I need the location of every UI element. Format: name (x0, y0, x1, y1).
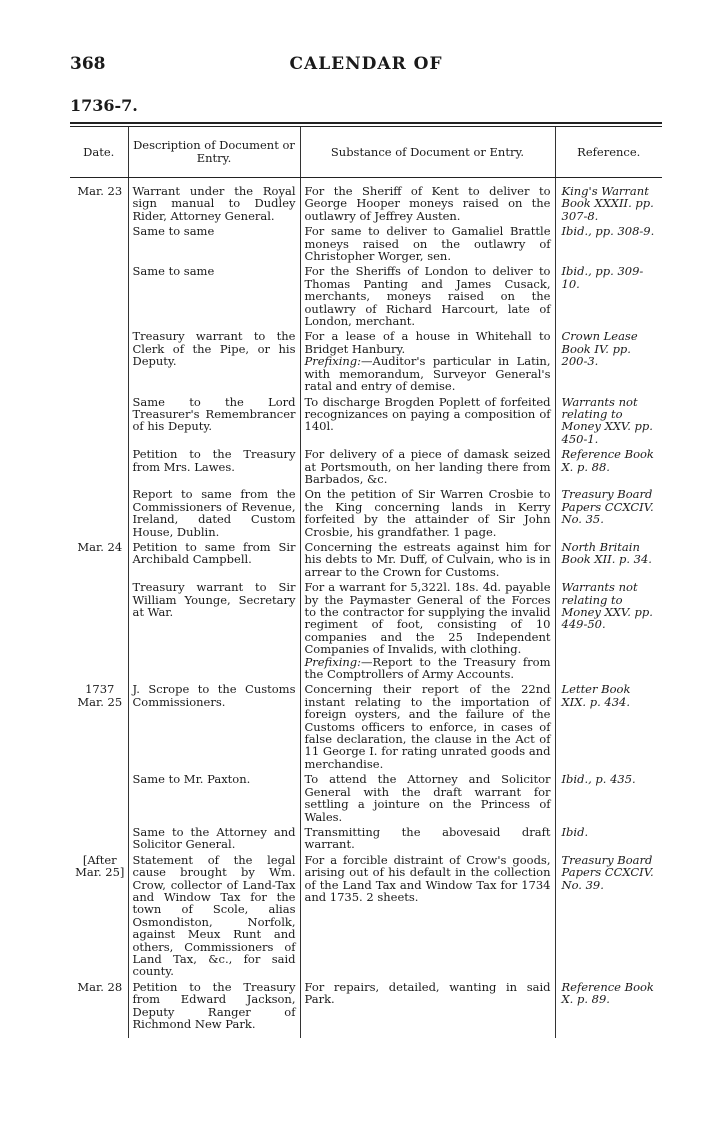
table-row (70, 980, 662, 1033)
prefixing-text: —Report to the Treasury from the Comptrollers of Army Accounts. (304, 654, 551, 682)
substance-text: For repairs, detailed, wanting in said Park. (304, 979, 551, 1007)
table-body (70, 178, 662, 1039)
substance-text: Transmitting the abovesaid draft warrant. (304, 824, 551, 852)
entry-date (70, 487, 128, 540)
entry-substance (300, 487, 555, 540)
column-header-description: Description of Document or Entry. (128, 127, 300, 178)
table-header-row (70, 127, 662, 178)
entry-date: Mar. 28 (77, 979, 123, 994)
prefixing-text: —Auditor's particular in Latin, with memorandum, Surveyor General's ratal and entry of demise. (304, 354, 551, 394)
entry-substance (300, 682, 555, 772)
entry-reference: Reference Book X. p. 88. (555, 447, 662, 487)
entry-description: Petition to the Treasury from Mrs. Lawes. (128, 447, 300, 487)
entry-date: Mar. 23 (77, 184, 123, 198)
entry-description: Statement of the legal cause brought by Wm. Crow, collector of Land-Tax and Window Tax for the town of Scole, alias Osmondiston, Norfolk, against Meux Runt and others, Commissioners of Land Tax, &c., for said county. (128, 853, 300, 980)
column-header-substance: Substance of Document or Entry. (300, 127, 555, 178)
entry-reference: Letter Book XIX. p. 434. (555, 682, 662, 772)
entry-substance (300, 853, 555, 980)
entry-date (70, 395, 128, 448)
table-row (70, 580, 662, 682)
entry-substance (300, 224, 555, 264)
substance-text: To attend the Attorney and Solicitor General with the draft warrant for settling a jointure on the Princess of Wales. (304, 772, 551, 824)
entry-reference: Treasury Board Papers CCXCIV. No. 39. (555, 853, 662, 980)
page-header (70, 54, 662, 78)
entry-substance (300, 395, 555, 448)
entry-description: Same to same (128, 224, 300, 264)
entry-reference: Ibid., pp. 309-10. (555, 264, 662, 329)
substance-text: Concerning the estreats against him for his debts to Mr. Duff, of Culvain, who is in arrear to the Crown for Customs. (304, 539, 551, 579)
substance-text: For delivery of a piece of damask seized at Portsmouth, on her landing there from Barbados, &c. (304, 447, 551, 486)
entry-date: [After Mar. 25] (75, 852, 125, 880)
table-row (70, 184, 662, 224)
table-row (70, 540, 662, 580)
table-row (70, 264, 662, 329)
entry-reference: Warrants not relating to Money XXV. pp. 450-1. (555, 395, 662, 448)
entry-reference: Crown Lease Book IV. pp. 200-3. (555, 329, 662, 394)
table-row (70, 825, 662, 853)
prefixing-label: Prefixing: (304, 354, 362, 369)
entry-description: Warrant under the Royal sign manual to Dudley Rider, Attorney General. (128, 184, 300, 224)
entry-description: Petition to the Treasury from Edward Jackson, Deputy Ranger of Richmond New Park. (128, 980, 300, 1033)
entry-description: Same to the Lord Treasurer's Remembrancer of his Deputy. (128, 395, 300, 448)
entry-reference: Ibid., p. 435. (555, 772, 662, 825)
table-row (70, 447, 662, 487)
entry-description: Report to same from the Commissioners of Revenue, Ireland, dated Custom House, Dublin. (128, 487, 300, 540)
entry-date (70, 447, 128, 487)
entry-substance (300, 447, 555, 487)
page-number: 368 (70, 54, 106, 74)
substance-text: For the Sheriffs of London to deliver to Thomas Panting and James Cusack, merchants, moneys raised on the outlawry of Richard Harcourt, late of London, merchant. (304, 264, 551, 329)
entry-date (70, 580, 128, 682)
column-header-reference: Reference. (555, 127, 662, 178)
entry-reference: Warrants not relating to Money XXV. pp. 449-50. (555, 580, 662, 682)
table-row (70, 395, 662, 448)
entry-date (70, 825, 128, 853)
entry-reference: North Britain Book XII. p. 34. (555, 540, 662, 580)
substance-text: Concerning their report of the 22nd instant relating to the importation of foreign oysters, and the failure of the Customs officers to enforce, in cases of false declaration, the clause in the Act of 11 George I. for rating unrated goods and merchandise. (304, 682, 551, 771)
entry-date: 1737 Mar. 25 (77, 682, 123, 709)
entry-reference: Ibid. (555, 825, 662, 853)
substance-text: For a warrant for 5,322l. 18s. 4d. payable by the Paymaster General of the Forces to the contractor for supplying the invalid regiment of foot, consisting of 10 companies and the 25 Independent Companies of Invalids, with clothing. (304, 580, 551, 657)
table-row (70, 682, 662, 772)
entry-description: Petition to same from Sir Archibald Campbell. (128, 540, 300, 580)
year-heading: 1736-7. (70, 96, 138, 115)
table-row (70, 772, 662, 825)
table-row (70, 224, 662, 264)
entry-date: Mar. 24 (77, 539, 123, 554)
substance-text: On the petition of Sir Warren Crosbie to the King concerning lands in Kerry forfeited by the attainder of Sir John Crosbie, his grandfather. 1 page. (304, 487, 551, 539)
entry-description: Same to Mr. Paxton. (128, 772, 300, 825)
entry-description: Treasury warrant to Sir William Younge, Secretary at War. (128, 580, 300, 682)
prefixing-label: Prefixing: (304, 654, 362, 669)
table-row (70, 853, 662, 980)
running-title: CALENDAR OF (289, 54, 443, 74)
entry-description: Same to same (128, 264, 300, 329)
spacer-row (70, 1032, 662, 1038)
entry-date (70, 264, 128, 329)
entry-description: Treasury warrant to the Clerk of the Pipe, or his Deputy. (128, 329, 300, 394)
entry-substance (300, 540, 555, 580)
entry-description: J. Scrope to the Customs Commissioners. (128, 682, 300, 772)
entry-reference: Treasury Board Papers CCXCIV. No. 35. (555, 487, 662, 540)
entry-substance (300, 772, 555, 825)
entry-reference: Reference Book X. p. 89. (555, 980, 662, 1033)
substance-text: For the Sheriff of Kent to deliver to George Hooper moneys raised on the outlawry of Jeffrey Austen. (304, 184, 551, 223)
substance-text: To discharge Brogden Poplett of forfeited recognizances on paying a composition of 140l. (304, 394, 551, 434)
entry-reference: Ibid., pp. 308-9. (555, 224, 662, 264)
entry-substance (300, 264, 555, 329)
substance-prefixing (305, 355, 551, 392)
entry-description: Same to the Attorney and Solicitor General. (128, 825, 300, 853)
table-row (70, 329, 662, 394)
entry-date (70, 772, 128, 825)
column-header-date: Date. (70, 127, 128, 178)
entry-date (70, 224, 128, 264)
calendar-table (70, 122, 662, 1038)
substance-text: For same to deliver to Gamaliel Brattle moneys raised on the outlawry of Christopher Worger, sen. (304, 224, 551, 264)
entry-date (70, 329, 128, 394)
entry-substance (300, 184, 555, 224)
entry-substance (300, 580, 555, 682)
table-row (70, 487, 662, 540)
substance-prefixing (305, 656, 551, 681)
substance-text: For a forcible distraint of Crow's goods, arising out of his default in the collection of the Land Tax and Window Tax for 1734 and 1735. 2 sheets. (304, 852, 551, 904)
entry-reference: King's Warrant Book XXXII. pp. 307-8. (555, 184, 662, 224)
substance-text: For a lease of a house in Whitehall to Bridget Hanbury. (304, 329, 551, 356)
entry-substance (300, 825, 555, 853)
entry-substance (300, 329, 555, 394)
entry-substance (300, 980, 555, 1033)
